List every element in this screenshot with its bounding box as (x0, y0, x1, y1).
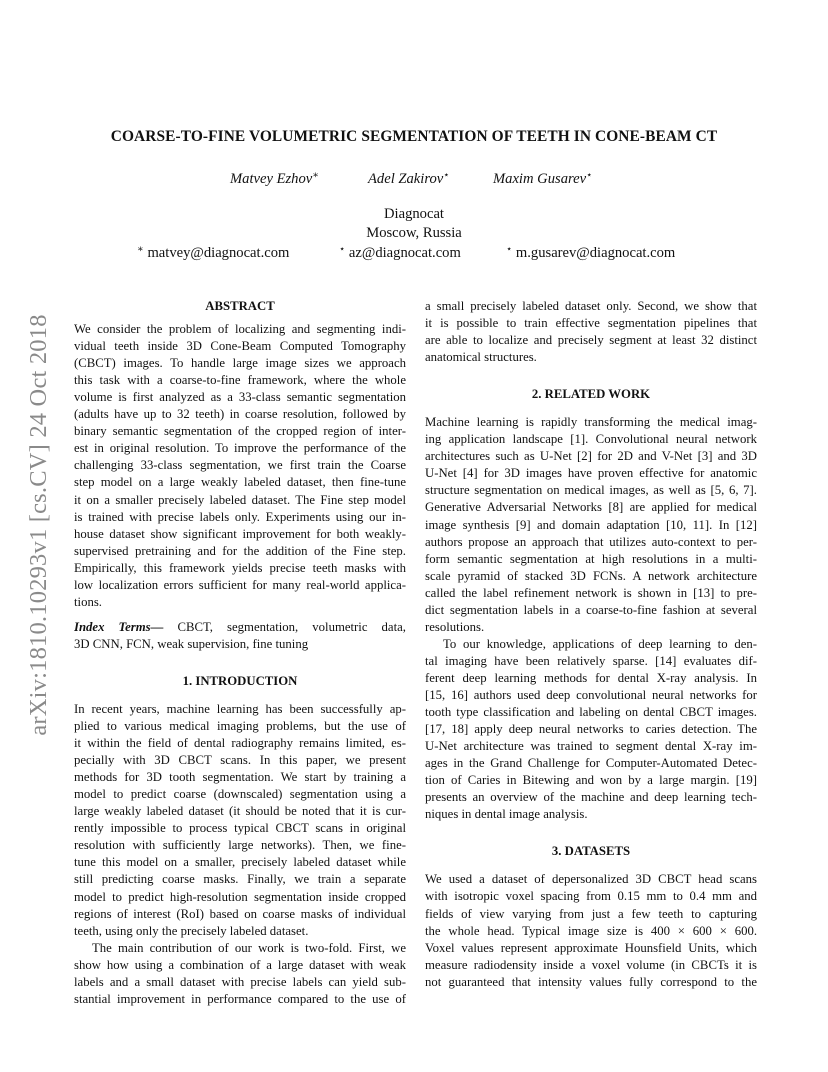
text-line: We consider the problem of localizing and segmenting indi- (74, 322, 406, 337)
affiliation-org: Diagnocat (384, 206, 444, 222)
text-line: scale pyramid of stacked 3D FCNs. A network architecture (425, 568, 757, 583)
text-line: it on a smaller precisely labeled dataset. The Fine step model (74, 492, 406, 507)
text-line: rently impossible to process typical CBCT scans in original (74, 821, 406, 836)
text-line: are able to localize and precisely segment at least 32 distinct (425, 333, 757, 348)
text-line: show how using a combination of a large dataset with weak (74, 957, 406, 972)
index-terms-line: Index Terms— CBCT, segmentation, volumetric data, (74, 619, 406, 634)
text-line: (adults have up to 32 teeth) in coarse resolution, followed by (74, 407, 406, 422)
text-line: structure segmentation on medical images, as well as [5, 6, 7]. (425, 483, 757, 498)
text-line: methods for 3D tooth segmentation. We start by training a (74, 770, 406, 785)
author-3: Maxim Gusarev⋆ (493, 170, 593, 187)
email-2: ⋆ az@diagnocat.com (339, 244, 461, 261)
datasets-heading: 3. DATASETS (551, 844, 631, 859)
text-line: Voxel values represent approximate Hounsfield Units, which (425, 940, 757, 955)
text-line: is trained with precise labels only. Experiments using our in- (74, 509, 406, 524)
right-column (425, 298, 757, 991)
text-line: challenging 33-class segmentation, we first train the Coarse (74, 458, 406, 473)
text-line: presents an overview of the machine and deep learning tech- (425, 790, 757, 805)
text-line: architectures such as U-Net [2] for 2D and V-Net [3] and 3D (425, 449, 757, 464)
text-line: this task with a coarse-to-fine framework, where the whole (74, 373, 406, 388)
text-line: dict segmentation labels in a coarse-to-fine fashion at several (425, 602, 757, 617)
text-line: vidual teeth inside 3D Cone-Beam Computed Tomography (74, 339, 406, 354)
text-line: regions of interest (RoI) based on coarse masks of individual (74, 906, 406, 921)
intro-paragraph-1 (74, 701, 406, 940)
text-line: labels and a small dataset with precise labels can yield sub- (74, 974, 406, 989)
text-line: Empirically, this framework yields precise teeth masks with (74, 560, 406, 575)
text-line: tions. (74, 594, 102, 609)
text-line: [17, 18] apply deep neural networks to caries detection. The (425, 722, 757, 737)
text-line: not guaranteed that intensity values fully correspond to the (425, 974, 757, 989)
arxiv-sidebar-stamp (26, 290, 52, 760)
text-line: with isotropic voxel spacing from 0.15 mm to 0.4 mm and (425, 889, 757, 904)
text-line: We used a dataset of depersonalized 3D CBCT head scans (425, 872, 757, 887)
text-line: authors propose an approach that utilizes auto-context to per- (425, 534, 757, 549)
paper-title: COARSE-TO-FINE VOLUMETRIC SEGMENTATION OF TEETH IN CONE-BEAM CT (110, 128, 718, 145)
index-terms (74, 619, 406, 653)
text-line: tal imaging have been relatively sparse. [14] evaluates dif- (425, 653, 757, 668)
text-line: low localization errors sufficient for many real-world applica- (74, 577, 406, 592)
text-line: Generative Adversarial Networks [8] are applied for medical (425, 500, 757, 515)
intro-heading: 1. INTRODUCTION (182, 673, 298, 688)
text-line: volume is first analyzed as a 33-class semantic segmentation (74, 390, 406, 405)
email-3: ⋆ m.gusarev@diagnocat.com (506, 244, 676, 261)
text-line: a small precisely labeled dataset only. Second, we show that (425, 299, 757, 313)
text-line: est in original resolution. To improve the performance of the (74, 441, 406, 456)
author-1: Matvey Ezhov∗ (230, 170, 320, 187)
text-line: called the label refinement network is shown in [13] to pre- (425, 585, 757, 600)
text-line: supervised pretraining and for the addition of the Fine step. (74, 543, 406, 558)
text-line: niques in dental image analysis. (425, 807, 588, 822)
text-line: (CBCT) images. To handle large image sizes we approach (74, 356, 406, 371)
text-line: image synthesis [9] and domain adaptation [10, 11]. In [12] (425, 517, 757, 532)
abstract-heading: ABSTRACT (205, 299, 275, 313)
text-line: stantial improvement in performance compared to the use of (74, 991, 406, 1006)
text-line: it is possible to train effective segmentation pipelines that (425, 316, 757, 331)
text-line: large weakly labeled dataset (it should be noted that it is cur- (74, 804, 406, 819)
related-work-paragraph-2 (425, 636, 757, 824)
text-line: anatomical structures. (425, 350, 537, 365)
text-line: plied to various medical imaging problems, but the use of (74, 719, 406, 734)
text-line: still predicting coarse masks. Finally, we train a separate (74, 872, 406, 887)
text-line: tion of Caries in Bitewing and won by a large margin. [19] (425, 773, 757, 788)
intro-paragraph-2 (74, 940, 406, 1008)
text-line: the whole head. Typical image size is 400 × 600 × 600. (425, 923, 757, 938)
text-line: model to predict coarse (downscaled) segmentation using a (74, 787, 406, 802)
related-work-heading: 2. RELATED WORK (531, 387, 651, 402)
text-line: ferent deep learning methods for dental X-ray analysis. In (425, 670, 757, 685)
affiliation-location: Moscow, Russia (366, 225, 462, 241)
abstract-body (74, 321, 406, 611)
text-line: ing application landscape [1]. Convolutional neural network (425, 432, 757, 447)
text-line: fields of view varying from just a few teeth to capturing (425, 906, 757, 921)
email-1: ∗ matvey@diagnocat.com (137, 244, 290, 261)
text-line: binary semantic segmentation of the cropped region of inter- (74, 424, 406, 439)
text-line: resolutions. (425, 619, 485, 634)
text-line: measure radiodensity inside a voxel volume (in CBCTs it is (425, 957, 757, 972)
text-line: U-Net [4] for 3D images have proven effective for anatomic (425, 466, 757, 481)
arxiv-identifier: arXiv:1810.10293v1 [cs.CV] 24 Oct 2018 (25, 314, 52, 736)
text-line: model to predict high-resolution segmentation inside cropped (74, 889, 406, 904)
text-line: pecially with 3D CBCT scans. In this paper, we present (74, 753, 406, 768)
index-terms-line: 3D CNN, FCN, weak supervision, fine tuning (74, 636, 309, 651)
text-line: house dataset show significant improvement for both weakly- (74, 526, 406, 541)
text-line: To our knowledge, applications of deep learning to den- (443, 636, 757, 651)
text-line: tune this model on a smaller, precisely labeled dataset while (74, 855, 406, 870)
text-line: resolution with sufficiently large networks). Then, we fine- (74, 838, 406, 853)
related-work-paragraph-1 (425, 414, 757, 636)
text-line: it within the field of dental radiography remains limited, es- (74, 736, 406, 751)
datasets-paragraph-1 (425, 871, 757, 990)
text-line: U-Net architecture was trained to segment dental X-ray im- (425, 739, 757, 754)
text-line: form semantic segmentation at high resolutions in a multi- (425, 551, 757, 566)
text-line: [15, 16] authors used deep convolutional neural networks for (425, 687, 757, 702)
text-line: Machine learning is rapidly transforming the medical imag- (425, 415, 757, 430)
text-line: ages in the Grand Challenge for Computer-Automated Detec- (425, 756, 757, 771)
text-line: In recent years, machine learning has been successfully ap- (74, 701, 406, 716)
left-column (74, 298, 406, 1008)
text-line: The main contribution of our work is two-fold. First, we (92, 940, 406, 955)
text-line: step model on a large weakly labeled dataset, then fine-tune (74, 475, 406, 490)
contribution-continued (425, 298, 757, 366)
author-2: Adel Zakirov⋆ (368, 170, 450, 187)
text-line: teeth, using only the precisely labeled dataset. (74, 923, 309, 938)
text-line: tooth type classification and labeling on dental CBCT images. (425, 705, 757, 720)
